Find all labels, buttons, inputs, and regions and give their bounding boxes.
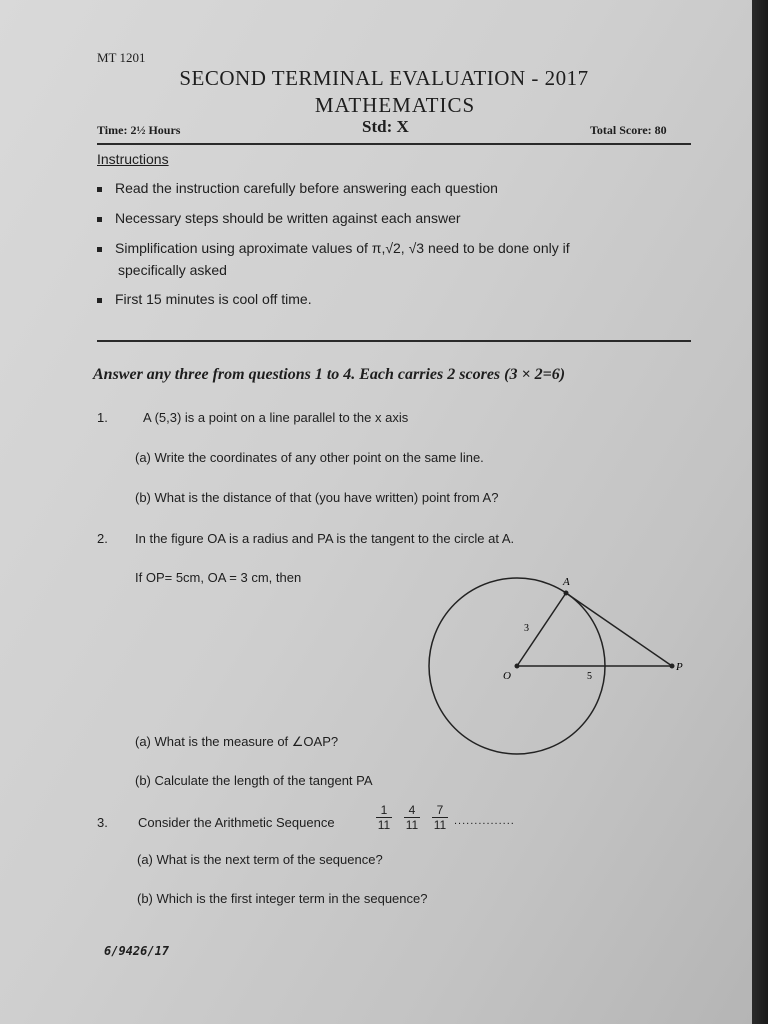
paper-code: MT 1201 [97, 50, 146, 65]
section-heading: Answer any three from questions 1 to 4. Each carries 2 scores (3 × 2=6) [93, 366, 566, 383]
point-a [564, 591, 569, 596]
circle-tangent-figure [420, 572, 700, 762]
instruction-item: Read the instruction carefully before answering each question [97, 180, 498, 196]
question-3a: (a) What is the next term of the sequence? [137, 852, 383, 867]
question-number: 3. [97, 815, 108, 830]
question-2-given: If OP= 5cm, OA = 3 cm, then [135, 570, 302, 585]
question-2-text: In the figure OA is a radius and PA is the tangent to the circle at A. [135, 531, 515, 546]
tangent-pa [566, 593, 672, 666]
section-rule [97, 340, 691, 342]
subject-title: MATHEMATICS [314, 93, 476, 117]
sequence-continuation: ............... [454, 815, 515, 827]
question-3b: (b) Which is the first integer term in the sequence? [137, 891, 428, 906]
label-op-length: 5 [587, 671, 592, 682]
instruction-item: Simplification using aproximate values of π,√2, √3 need to be done only if [97, 240, 570, 256]
bullet-icon [97, 187, 102, 192]
point-p [670, 664, 675, 669]
bullet-icon [97, 217, 102, 222]
instruction-item: First 15 minutes is cool off time. [97, 291, 312, 307]
standard: Std: X [362, 117, 409, 136]
exam-title: SECOND TERMINAL EVALUATION - 2017 [179, 66, 589, 90]
total-score: Total Score: 80 [590, 123, 667, 137]
question-number: 2. [97, 531, 108, 546]
label-o: O [503, 670, 511, 682]
bullet-icon [97, 247, 102, 252]
question-1b: (b) What is the distance of that (you have written) point from A? [135, 490, 499, 505]
header-rule [97, 143, 691, 145]
point-o [515, 664, 520, 669]
question-1a: (a) Write the coordinates of any other point on the same line. [135, 450, 484, 465]
question-2a: (a) What is the measure of ∠OAP? [135, 734, 339, 749]
question-1-text: A (5,3) is a point on a line parallel to the x axis [143, 410, 409, 425]
instruction-item: Necessary steps should be written against each answer [97, 210, 461, 226]
question-number: 1. [97, 410, 108, 425]
instruction-item-continuation: specifically asked [118, 262, 227, 278]
label-p: P [676, 661, 683, 673]
sequence-term: $\frac{7}{11}$ [433, 803, 447, 832]
time-allowed: Time: 2½ Hours [97, 123, 181, 137]
instructions-heading: Instructions [97, 151, 169, 167]
bullet-icon [97, 298, 102, 303]
sequence-term: $\frac{1}{11}$ [377, 803, 391, 832]
label-a: A [563, 576, 570, 588]
label-oa-length: 3 [524, 623, 529, 634]
question-2b: (b) Calculate the length of the tangent PA [135, 773, 373, 788]
sequence-term: $\frac{4}{11}$ [405, 803, 419, 832]
background-edge [752, 0, 768, 1024]
question-3-text: Consider the Arithmetic Sequence [138, 815, 335, 830]
footer-code: 6/9426/17 [104, 944, 170, 958]
